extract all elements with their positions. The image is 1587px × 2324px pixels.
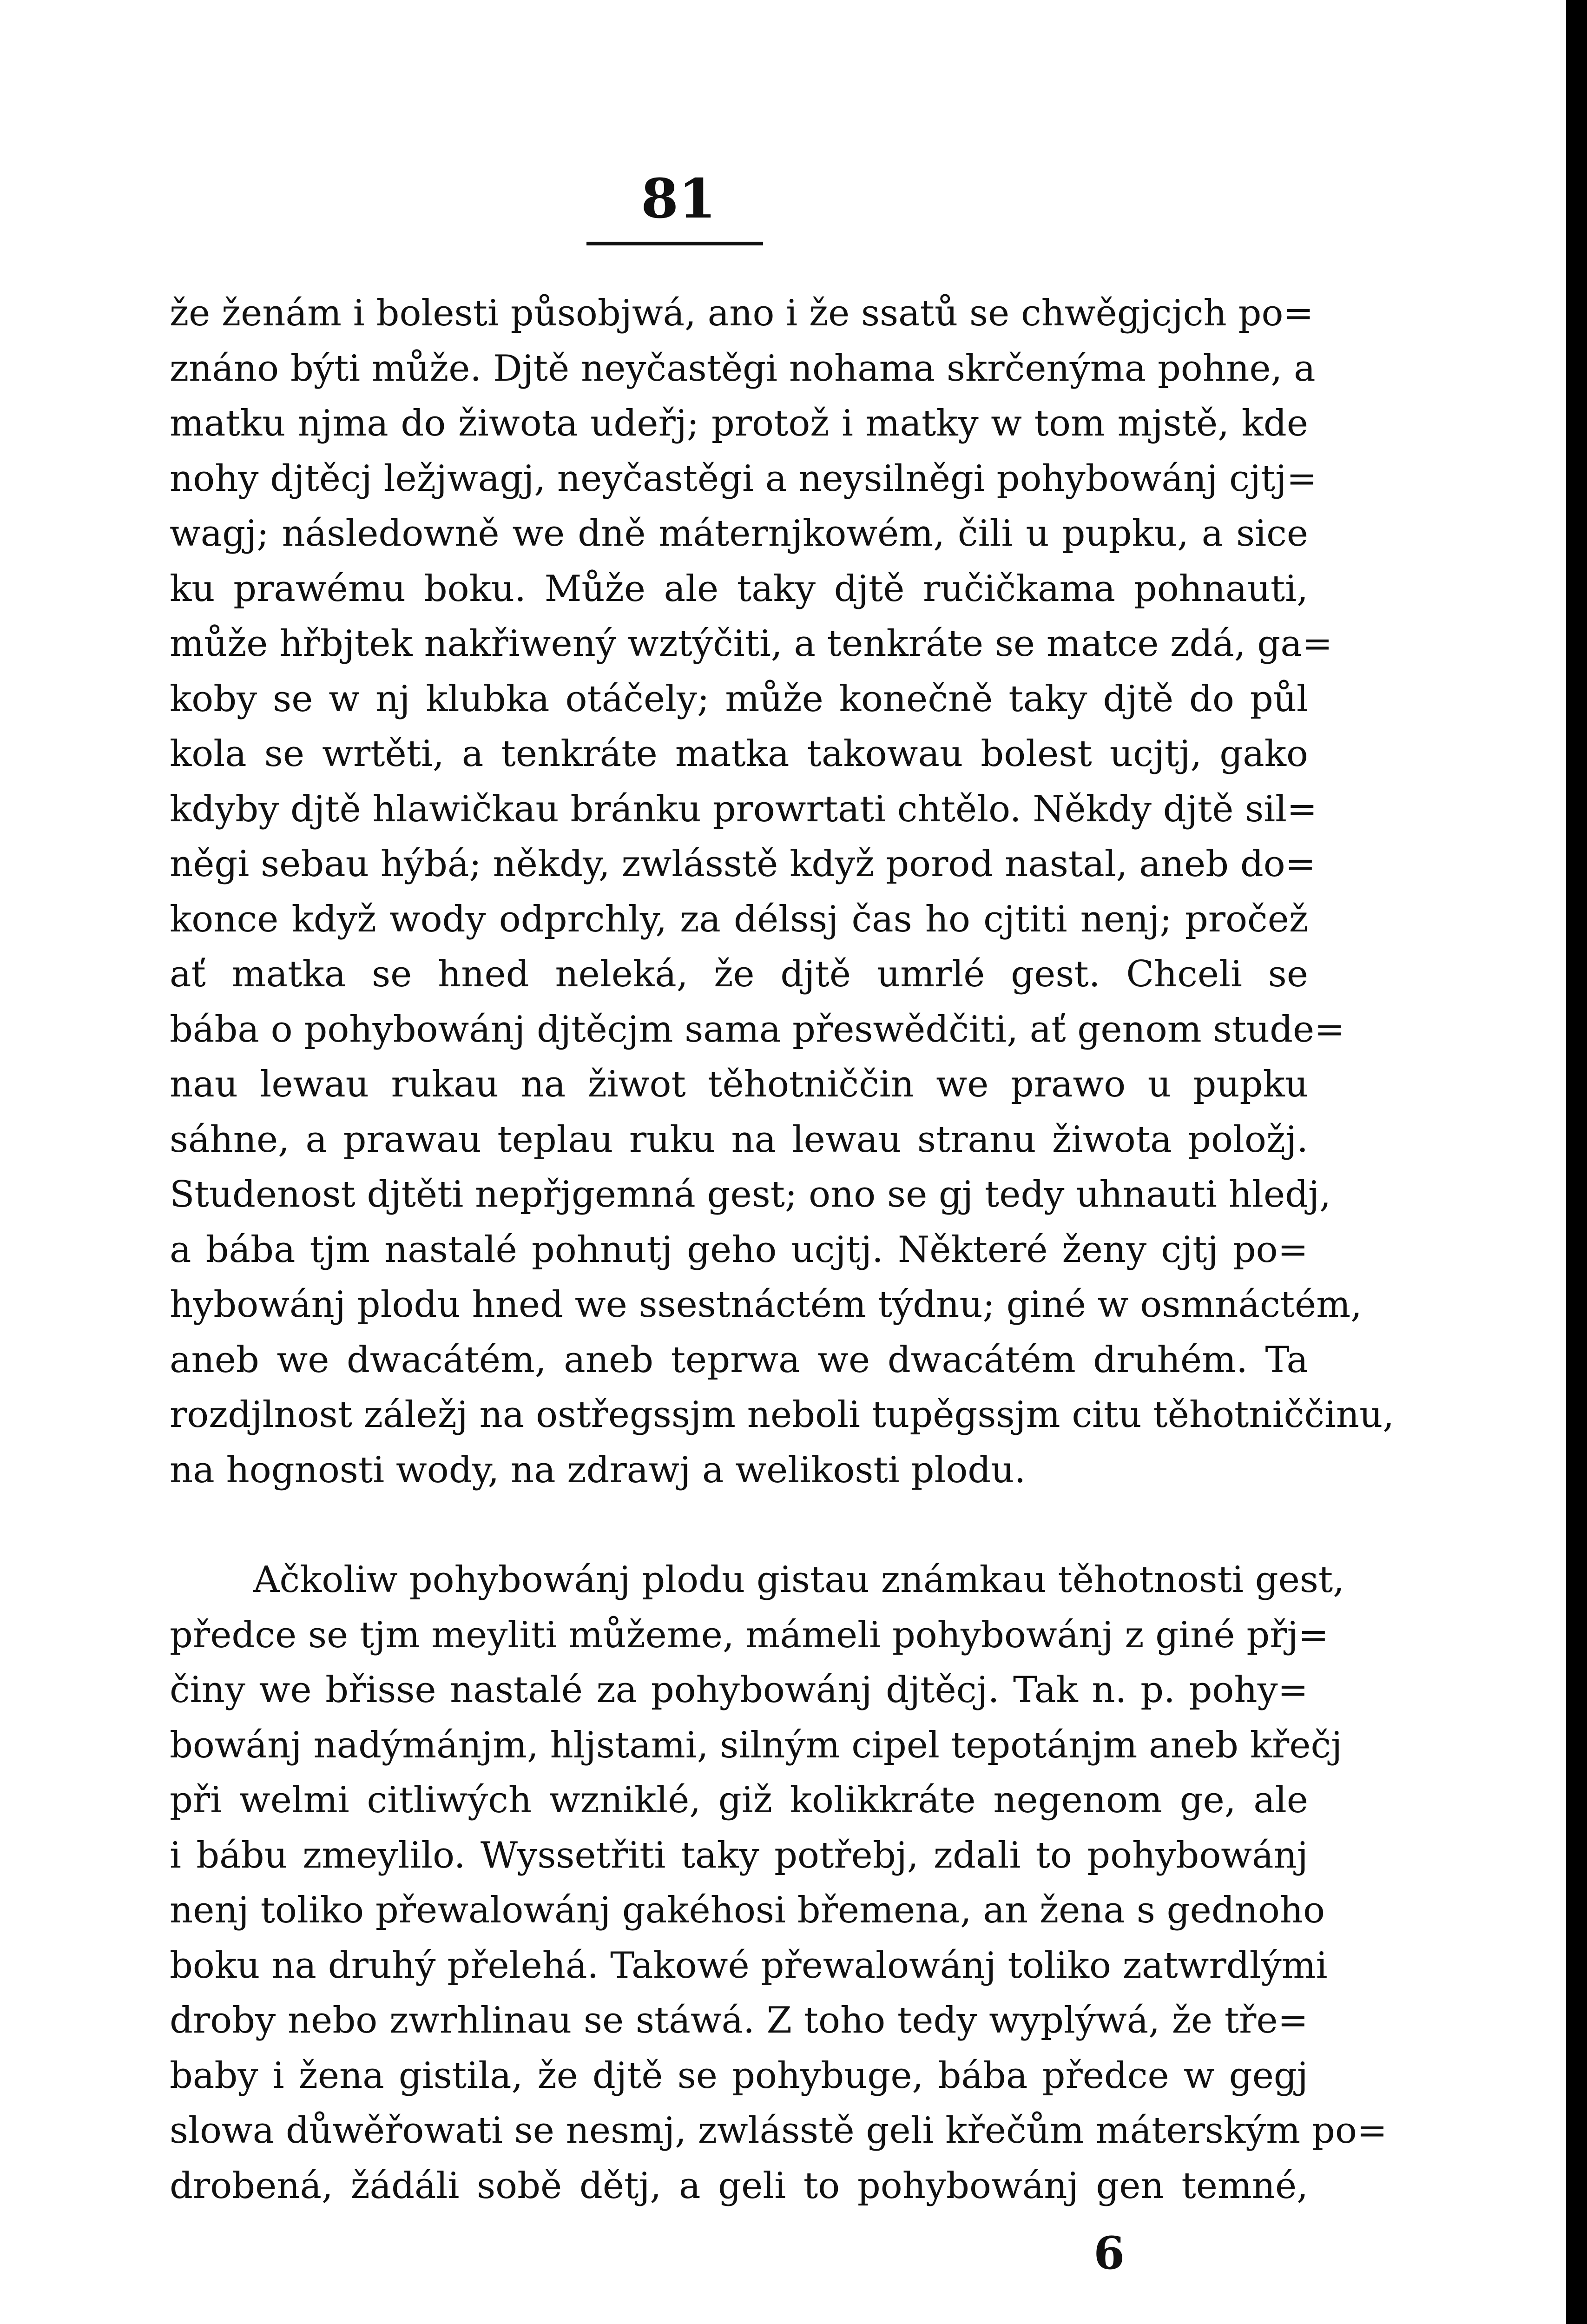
header-rule <box>586 242 763 245</box>
text-line: koby se w nj klubka otáčely; může konečně taky djtě do půl <box>170 678 1308 720</box>
text-line: činy we břisse nastalé za pohybowánj djtěcj. Tak n. p. pohy= <box>170 1669 1308 1711</box>
text-line: nenj toliko přewalowánj gakéhosi břemena, an žena s gednoho <box>170 1889 1325 1931</box>
text-line: může hřbjtek nakřiwený wztýčiti, a tenkráte se matce zdá, ga= <box>170 623 1333 665</box>
text-line: sáhne, a prawau teplau ruku na lewau stranu žiwota položj. <box>170 1118 1308 1161</box>
text-line: baby i žena gistila, že djtě se pohybuge, bába předce w gegj <box>170 2054 1308 2097</box>
text-line: konce když wody odprchly, za délssj čas ho cjtiti nenj; pročež <box>170 898 1308 940</box>
text-line: na hognosti wody, na zdrawj a welikosti plodu. <box>170 1449 1026 1491</box>
text-line: nau lewau rukau na žiwot těhotniččin we prawo u pupku <box>170 1063 1308 1105</box>
text-line: aneb we dwacátém, aneb teprwa we dwacátém druhém. Ta <box>170 1339 1308 1381</box>
paragraph-1 <box>170 286 1395 1498</box>
text-line: znáno býti může. Djtě neyčastěgi nohama skrčenýma pohne, a <box>170 347 1316 390</box>
text-line: a bába tjm nastalé pohnutj geho ucjtj. Některé ženy cjtj po= <box>170 1228 1308 1271</box>
text-line: rozdjlnost záležj na ostřegssjm neboli tupěgssjm citu těhotniččinu, <box>170 1394 1395 1436</box>
text-line: bowánj nadýmánjm, hljstami, silným cipel tepotánjm aneb křečj <box>170 1724 1343 1766</box>
page-number: 81 <box>641 167 716 231</box>
text-line: hybowánj plodu hned we ssestnáctém týdnu; giné w osmnáctém, <box>170 1284 1362 1326</box>
text-line: drobená, žádáli sobě dětj, a geli to pohybowánj gen temné, <box>170 2165 1308 2207</box>
text-line: droby nebo zwrhlinau se stáwá. Z toho tedy wyplýwá, že tře= <box>170 2000 1308 2041</box>
text-line: bába o pohybowánj djtěcjm sama přeswědčiti, ať genom stude= <box>170 1008 1345 1050</box>
text-line: kola se wrtěti, a tenkráte matka takowau bolest ucjtj, gako <box>170 733 1308 775</box>
signature-mark: 6 <box>1093 2227 1125 2279</box>
text-line: boku na druhý přelehá. Takowé přewalowánj toliko zatwrdlými <box>170 1944 1328 1987</box>
text-line: něgi sebau hýbá; někdy, zwlásstě když porod nastal, aneb do= <box>170 843 1316 885</box>
text-line: že ženám i bolesti působjwá, ano i že ssatů se chwěgjcjch po= <box>170 292 1314 334</box>
body-text <box>170 286 1395 2213</box>
text-line: při welmi citliwých wzniklé, giž kolikkráte negenom ge, ale <box>170 1779 1308 1821</box>
text-line: předce se tjm meyliti můžeme, mámeli pohybowánj z giné přj= <box>170 1614 1329 1656</box>
text-line: Studenost djtěti nepřjgemná gest; ono se gj tedy uhnauti hledj, <box>170 1174 1331 1215</box>
text-line: i bábu zmeylilo. Wyssetřiti taky potřebj, zdali to pohybowánj <box>170 1834 1308 1876</box>
text-line: kdyby djtě hlawičkau bránku prowrtati chtělo. Někdy djtě sil= <box>170 788 1317 830</box>
text-line: nohy djtěcj ležjwagj, neyčastěgi a neysilněgi pohybowánj cjtj= <box>170 457 1317 500</box>
text-line: ať matka se hned neleká, že djtě umrlé gest. Chceli se <box>170 953 1308 995</box>
text-line: ku prawému boku. Může ale taky djtě ručičkama pohnauti, <box>170 568 1308 610</box>
text-line: slowa důwěřowati se nesmj, zwlásstě geli křečům máterským po= <box>170 2110 1388 2152</box>
paragraph-gap <box>170 1498 1308 1552</box>
paragraph-2 <box>170 1552 1388 2213</box>
text-line: matku njma do žiwota udeřj; protož i matky w tom mjstě, kde <box>170 403 1308 444</box>
text-line: wagj; následowně we dně máternjkowém, čili u pupku, a sice <box>170 513 1308 555</box>
text-line: Ačkoliw pohybowánj plodu gistau známkau těhotnosti gest, <box>253 1559 1345 1601</box>
